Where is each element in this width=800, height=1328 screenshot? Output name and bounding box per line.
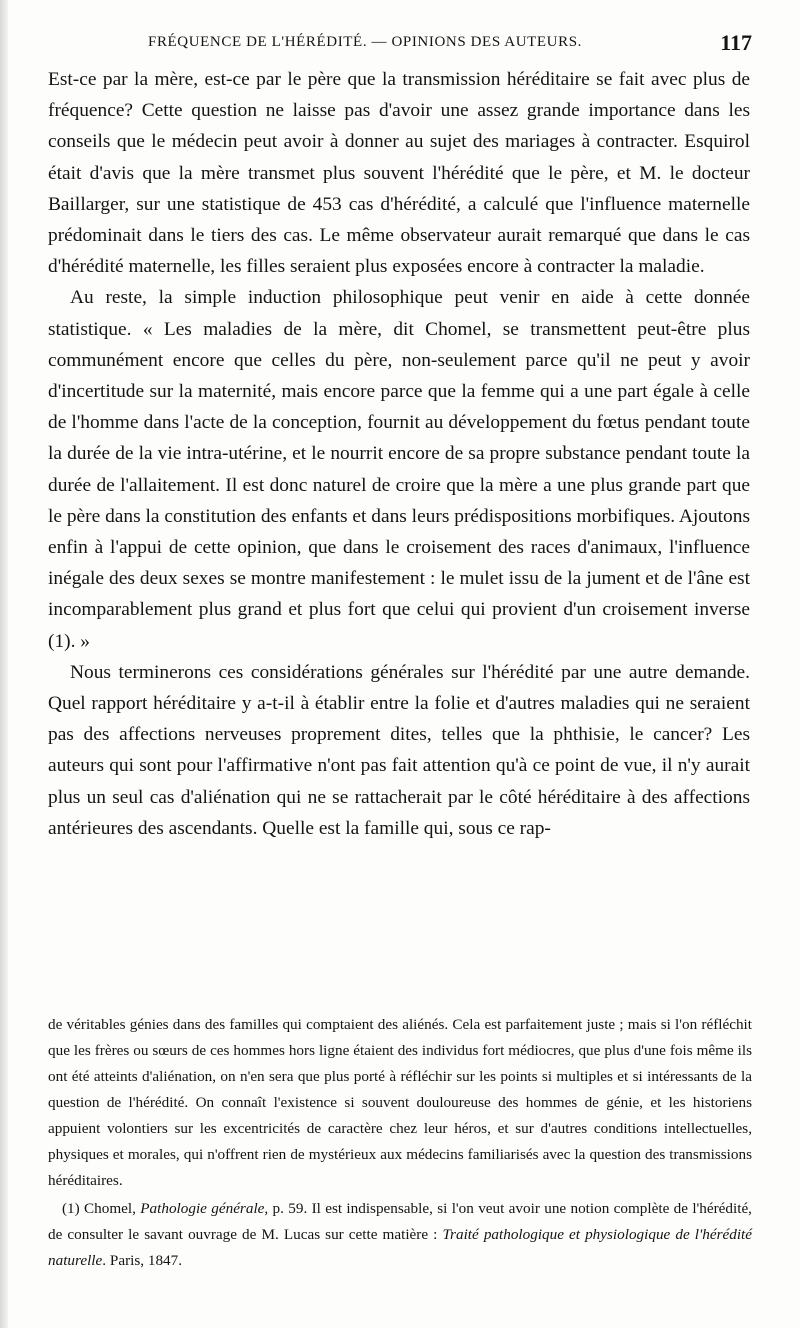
notes-block xyxy=(48,1012,752,1274)
running-head xyxy=(48,30,752,58)
body-paragraph-3: Nous terminerons ces considérations générales sur l'hérédité par une autre demande. Quel rapport héréditaire y a-t-il à établir entre la folie et d'autres maladies qui ne seraient pas des affections nerveuses proprement dites, telles que la phthisie, le cancer? Les auteurs qui sont pour l'affirmative n'ont pas fait attention qu'à ce point de vue, il n'y aurait plus un seul cas d'aliénation qui ne se rattacherait par le côté héréditaire à des affections antérieures des ascendants. Quelle est la famille qui, sous ce rap- xyxy=(48,661,750,839)
footnote-1 xyxy=(48,1196,752,1274)
page-edge-shadow xyxy=(0,0,8,1328)
footnote-1-text-b: . Paris, 1847. xyxy=(102,1252,183,1269)
running-title: FRÉQUENCE DE L'HÉRÉDITÉ. — OPINIONS DES AUTEURS. xyxy=(148,34,582,50)
footnote-1-source-title: Pathologie générale xyxy=(140,1200,265,1217)
body-paragraph-2: Au reste, la simple induction philosophique peut venir en aide à cette donnée statistique. « Les maladies de la mère, dit Chomel, se transmettent peut-être plus communément encore que celles du père, non-seulement parce qu'il ne peut y avoir d'incertitude sur la maternité, mais encore parce que la femme qui a une part égale à celle de l'homme dans l'acte de la conception, fournit au développement du fœtus pendant toute la durée de la vie intra-utérine, et le nourrit encore de sa propre substance pendant toute la durée de l'allaitement. Il est donc naturel de croire que la mère a une plus grande part que le père dans la constitution des enfants et dans leurs prédispositions morbifiques. Ajoutons enfin à l'appui de cette opinion, que dans le croisement des races d'animaux, l'influence inégale des deux sexes se montre manifestement : le mulet issu de la jument et de l'âne est incomparablement plus grand et plus fort que celui qui provient d'un croisement inverse (1). » xyxy=(48,287,750,652)
body-paragraph-1: Est-ce par la mère, est-ce par le père que la transmission héréditaire se fait avec plus de fréquence? Cette question ne laisse pas d'avoir une assez grande importance dans les conseils que le médecin peut avoir à donner au sujet des mariages à contracter. Esquirol était d'avis que la mère transmet plus souvent l'hérédité que le père, et M. le docteur Baillarger, sur une statistique de 453 cas d'hérédité, a calculé que l'influence maternelle prédominait dans le tiers des cas. Le même observateur aurait remarqué que dans le cas d'hérédité maternelle, les filles seraient plus exposées encore à contracter la maladie. xyxy=(48,69,750,278)
continued-note: de véritables génies dans des familles qui comptaient des aliénés. Cela est parfaitement juste ; mais si l'on réfléchit que les frères ou sœurs de ces hommes hors ligne étaient des individus fort médiocres, que plus d'une fois même ils ont été atteints d'aliénation, on n'en sera que plus porté à réfléchir sur les points si multiples et si intéressants de la question de l'hérédité. On connaît l'existence si souvent douloureuse des hommes de génie, et les historiens appuient volontiers sur les excentricités de caractère chez leur héros, et sur d'autres conditions intellectuelles, physiques et morales, qui n'offrent rien de mystérieux aux médecins familiarisés avec la question des transmissions héréditaires. xyxy=(48,1016,752,1189)
page-number: 117 xyxy=(720,30,752,55)
footnote-1-book-title: Traité pathologique et physiologique de l'hérédité naturelle xyxy=(48,1226,752,1269)
footnote-1-text-a: , p. 59. Il est indispensable, si l'on veut avoir une notion complète de l'hérédité, de consulter le savant ouvrage de M. Lucas sur cette matière : xyxy=(48,1200,752,1243)
main-text xyxy=(48,64,750,844)
footnote-1-marker: (1) Chomel, xyxy=(62,1200,136,1217)
